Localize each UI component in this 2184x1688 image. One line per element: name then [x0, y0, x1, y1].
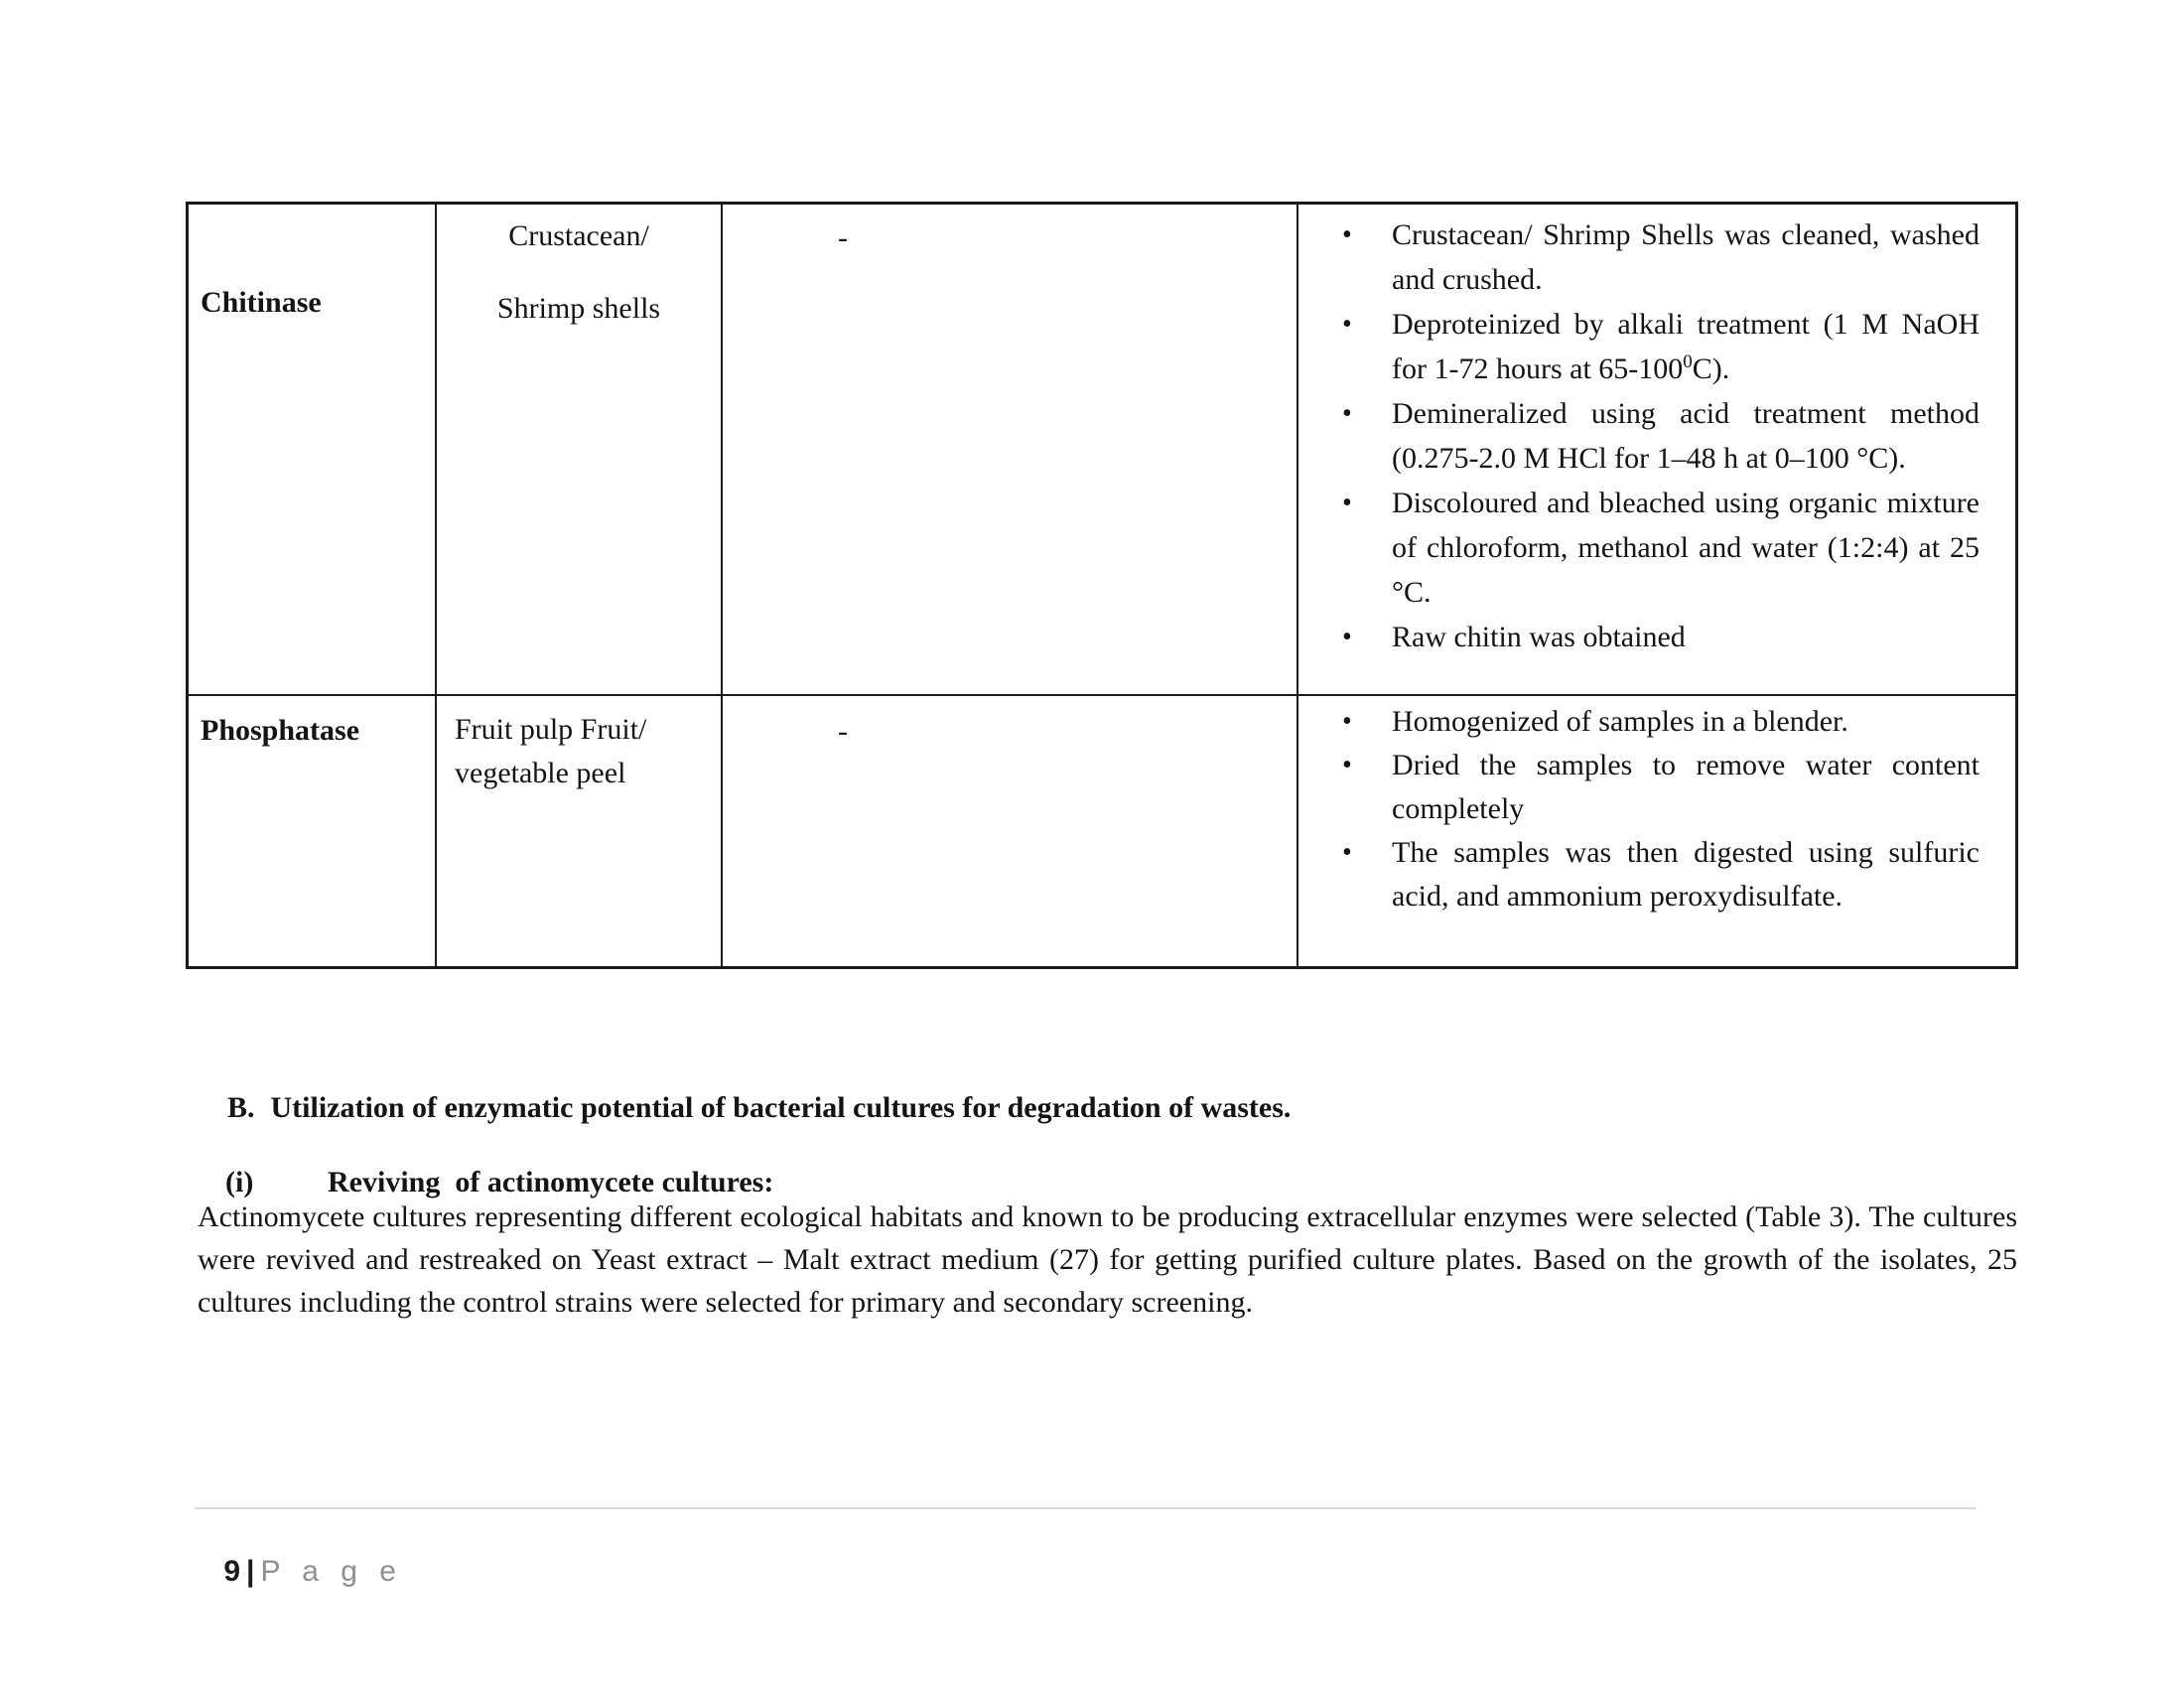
body-paragraph: Actinomycete cultures representing different ecological habitats and known to be producing extracellular enzymes were selected (Table 3). The cultures were revived and restreaked on Yeast extract – Malt extract medium (27) for getting purified culture plates. Based on the growth of the isolates, 25 cultures including the control strains were selected for primary and secondary screening.	[198, 1200, 2017, 1319]
substrate-line: Crustacean/	[508, 219, 649, 252]
process-step: • The samples was then digested using sulfuric acid, and ammonium peroxydisulfate.	[1392, 831, 1979, 918]
process-step: • Demineralized using acid treatment method (0.275-2.0 M HCl for 1–48 h at 0–100 °C).	[1392, 391, 1979, 481]
page-footer	[191, 1521, 403, 1622]
footer-separator: |	[246, 1555, 255, 1588]
subsection-label: (i)	[225, 1166, 254, 1198]
pretreatment-dash: -	[838, 221, 848, 254]
superscript-zero: 0	[1683, 352, 1693, 372]
substrate-cell-chitinase	[437, 205, 723, 696]
enzyme-name: Phosphatase	[201, 714, 360, 747]
process-step: • Raw chitin was obtained	[1392, 615, 1979, 659]
process-steps-list	[1298, 212, 1979, 659]
process-steps-list	[1298, 700, 1979, 918]
process-step: • Homogenized of samples in a blender.	[1392, 700, 1979, 744]
enzyme-waste-table	[186, 202, 2018, 969]
enzyme-name: Chitinase	[201, 286, 322, 319]
enzyme-name-cell-phosphatase	[189, 696, 437, 966]
subsection-title: Reviving of actinomycete cultures:	[328, 1166, 774, 1198]
pretreatment-cell-chitinase	[723, 205, 1298, 696]
process-step: • Dried the samples to remove water content completely	[1392, 744, 1979, 831]
process-step: • Discoloured and bleached using organic mixture of chloroform, methanol and water (1:2:4) at 25 °C.	[1392, 481, 1979, 615]
substrate-line: Shrimp shells	[496, 292, 661, 325]
enzyme-name-cell-chitinase	[189, 205, 437, 696]
process-steps-cell-chitinase	[1298, 205, 2015, 696]
footer-page-label: P a g e	[260, 1555, 403, 1588]
process-steps-cell-phosphatase	[1298, 696, 2015, 966]
process-step: • Deproteinized by alkali treatment (1 M NaOH for 1-72 hours at $65-100^0C$).	[1392, 302, 1979, 391]
process-step: • Crustacean/ Shrimp Shells was cleaned, washed and crushed.	[1392, 212, 1979, 302]
substrate-line: vegetable peel	[455, 757, 626, 789]
section-label: B.	[227, 1091, 255, 1124]
pretreatment-cell-phosphatase	[723, 696, 1298, 966]
page-number: 9	[223, 1555, 241, 1588]
pretreatment-dash: -	[838, 715, 848, 748]
section-title: Utilization of enzymatic potential of bacterial cultures for degradation of wastes.	[270, 1091, 1292, 1124]
footer-divider	[195, 1507, 1976, 1509]
substrate-line: Fruit pulp Fruit/	[455, 713, 647, 746]
substrate-cell-phosphatase	[437, 696, 723, 966]
